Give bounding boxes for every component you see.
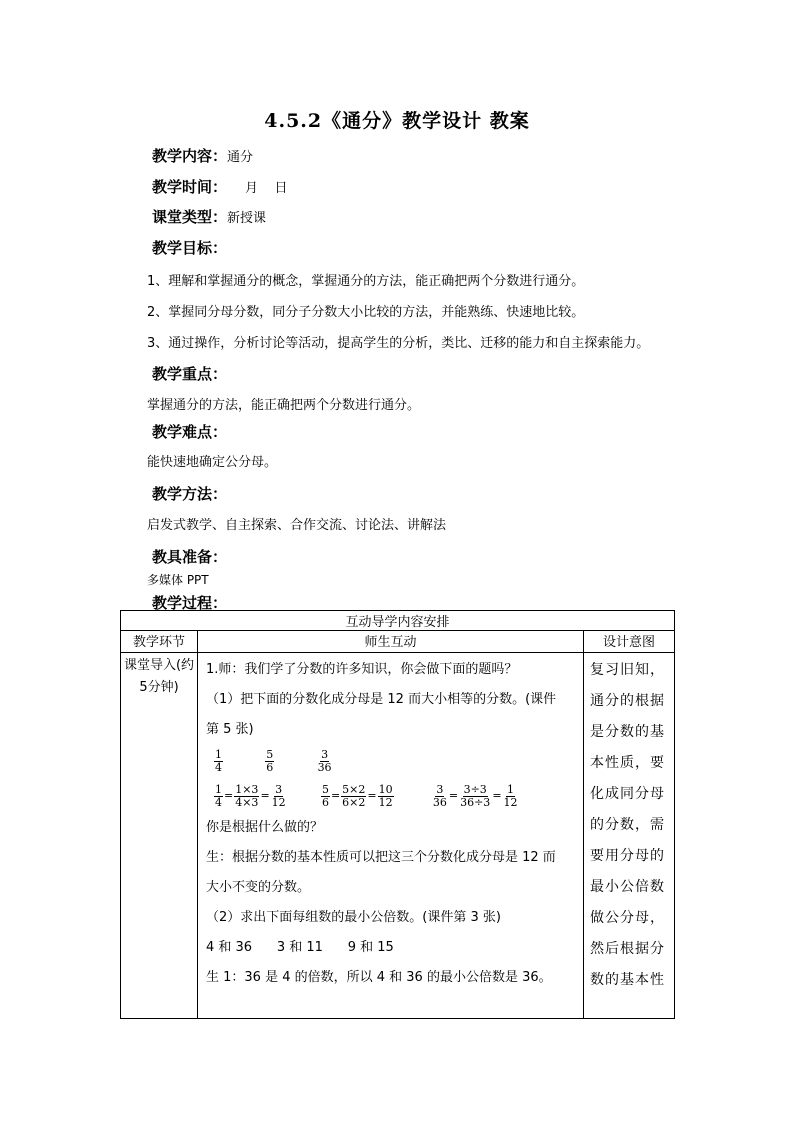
- tools-heading: 教具准备：: [152, 548, 228, 566]
- tools-text: 多媒体 PPT: [147, 573, 209, 587]
- time-value: 月 日: [245, 181, 288, 196]
- content-line: （2）求出下面每组数的最小公倍数。(课件第 3 张): [206, 910, 501, 925]
- fraction: $\frac{5\times 2}{6\times 2}$: [342, 782, 366, 809]
- page-title: 4.5.2《通分》教学设计 教案: [264, 110, 530, 132]
- method-text: 启发式教学、自主探索、合作交流、讨论法、讲解法: [147, 518, 447, 533]
- type-label: 课堂类型：: [152, 208, 228, 226]
- time-label: 教学时间：: [152, 178, 228, 196]
- key-text: 掌握通分的方法，能正确把两个分数进行通分。: [147, 398, 421, 413]
- content-line: （1）把下面的分数化成分母是 12 而大小相等的分数。(课件: [206, 692, 557, 707]
- fraction-equations: $\frac{1}{4}$ = $\frac{1\times 3}{4\times 3}$ = $\frac{3}{12}$ $\frac{5}{6}$ = $\frac{5\times 2}{6\times 2}$ = $\frac{10}{12}$ $\frac{3}{36}$ = $\frac{3\div 3}{36\div 3}$ = $\frac{1}{12}$: [215, 782, 518, 809]
- process-table: [120, 610, 675, 1019]
- process-heading: 教学过程：: [152, 594, 228, 612]
- key-heading: 教学重点：: [152, 365, 228, 383]
- content-line: 1.师：我们学了分数的许多知识，你会做下面的题吗？: [206, 662, 518, 677]
- goals-heading: 教学目标：: [152, 239, 228, 257]
- fraction: $\frac{3\div 3}{36\div 3}$: [460, 782, 491, 809]
- fraction-list: [206, 745, 577, 779]
- stage-cell: 课堂导入(约5分钟): [121, 653, 198, 1019]
- method-heading: 教学方法：: [152, 485, 228, 503]
- col-header-interaction: 师生互动: [198, 631, 584, 653]
- col-header-stage: 教学环节: [121, 631, 198, 653]
- fraction: $\frac{5}{6}$: [321, 782, 329, 809]
- fraction: $\frac{10}{12}$: [378, 782, 393, 809]
- fraction: $\frac{3}{36}$: [432, 782, 447, 809]
- content-line: 4 和 36 3 和 11 9 和 15: [206, 940, 394, 955]
- content-field: [152, 145, 253, 166]
- content-line: 你是根据什么做的？: [206, 820, 324, 835]
- col-header-intent: 设计意图: [584, 631, 675, 653]
- goal-item: 3、通过操作，分析讨论等活动，提高学生的分析，类比、迁移的能力和自主探索能力。: [147, 336, 650, 351]
- difficulty-heading: 教学难点：: [152, 423, 228, 441]
- fraction: $\frac{1}{4}$: [215, 748, 222, 774]
- content-line: 大小不变的分数。: [206, 880, 311, 895]
- goal-item: 2、掌握同分母分数，同分子分数大小比较的方法，并能熟练、快速地比较。: [147, 305, 585, 320]
- content-value: 通分: [227, 150, 254, 165]
- intent-cell: 复习旧知，通分的根据是分数的基本性质，要化成同分母的分数，需要用分母的最小公倍数做公分母，然后根据分数的基本性: [584, 653, 675, 1019]
- time-field: [152, 176, 288, 197]
- fraction: $\frac{1}{12}$: [503, 782, 518, 809]
- content-line: 第 5 张): [206, 722, 254, 737]
- goal-item: 1、理解和掌握通分的概念，掌握通分的方法，能正确把两个分数进行通分。: [147, 274, 585, 289]
- content-line: 生：根据分数的基本性质可以把这三个分数化成分母是 12 而: [206, 850, 556, 865]
- fraction: $\frac{5}{6}$: [266, 748, 274, 774]
- difficulty-text: 能快速地确定公分母。: [147, 455, 278, 470]
- fraction: $\frac{1}{4}$: [215, 782, 222, 809]
- fraction: $\frac{3}{36}$: [317, 748, 332, 774]
- type-value: 新授课: [227, 211, 267, 226]
- fraction: $\frac{3}{12}$: [271, 782, 286, 809]
- interaction-cell: [198, 653, 584, 1019]
- type-field: [152, 206, 266, 227]
- content-label: 教学内容：: [152, 147, 228, 165]
- table-caption: 互动导学内容安排: [121, 611, 675, 631]
- content-line: 生 1：36 是 4 的倍数，所以 4 和 36 的最小公倍数是 36。: [206, 970, 552, 985]
- fraction: $\frac{1\times 3}{4\times 3}$: [235, 782, 259, 809]
